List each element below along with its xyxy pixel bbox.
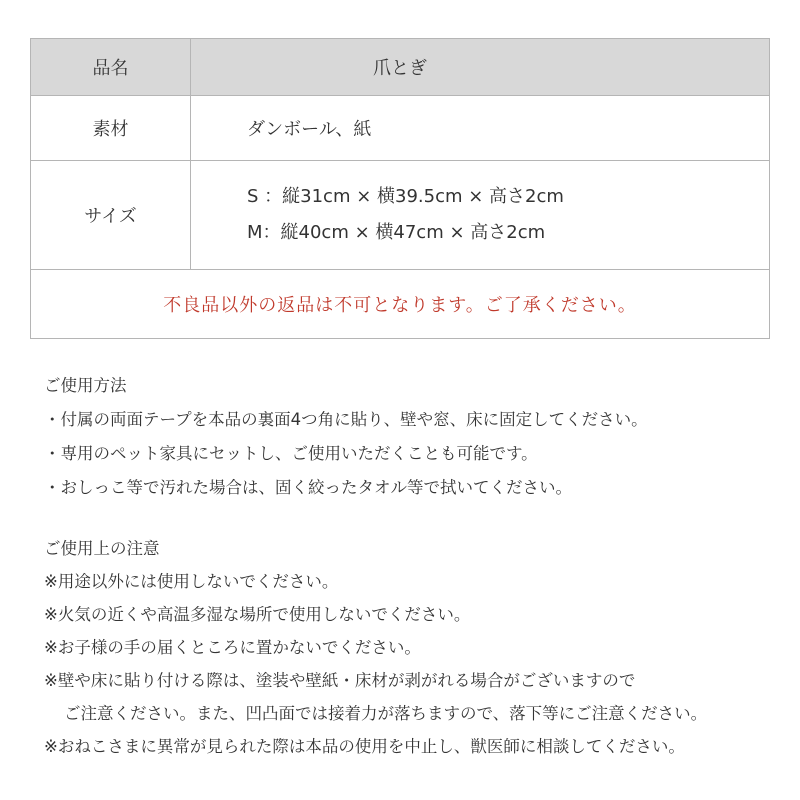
size-s-value: S ：縦31cm × 横39.5cm × 高さ2cm [247, 186, 564, 207]
caution-item: ※用途以外には使用しないでください。 [44, 572, 339, 591]
caution-item-continued: ご注意ください。また、凹凸面では接着力が落ちますので、落下等にご注意ください。 [64, 704, 708, 723]
caution-item: ※おねこさまに異常が見られた際は本品の使用を中止し、獣医師に相談してください。 [44, 737, 685, 756]
caution-item: ※火気の近くや高温多湿な場所で使用しないでください。 [44, 605, 471, 624]
usage-item: ・おしっこ等で汚れた場合は、固く絞ったタオル等で拭いてください。 [44, 478, 572, 497]
spec-row-material [31, 96, 770, 161]
spec-row-name [31, 39, 770, 96]
caution-heading: ご使用上の注意 [44, 539, 160, 558]
usage-section [44, 369, 648, 505]
caution-section [44, 532, 707, 763]
size-value [191, 161, 770, 270]
spec-row-notice [31, 270, 770, 339]
name-value: 爪とぎ [191, 39, 770, 96]
name-label: 品名 [31, 39, 191, 96]
size-label: サイズ [31, 161, 191, 270]
usage-item: ・付属の両面テープを本品の裏面4つ角に貼り、壁や窓、床に固定してください。 [44, 410, 648, 429]
caution-item: ※お子様の手の届くところに置かないでください。 [44, 638, 421, 657]
material-value: ダンボール、紙 [191, 96, 770, 161]
caution-item: ※壁や床に貼り付ける際は、塗装や壁紙・床材が剥がれる場合がございますので [44, 671, 636, 690]
product-spec-table [30, 38, 770, 339]
size-m-value: M：縦40cm × 横47cm × 高さ2cm [247, 222, 546, 243]
return-notice: 不良品以外の返品は不可となります。ご了承ください。 [31, 270, 770, 339]
usage-item: ・専用のペット家具にセットし、ご使用いただくことも可能です。 [44, 444, 538, 463]
usage-heading: ご使用方法 [44, 376, 127, 395]
spec-row-size [31, 161, 770, 270]
material-label: 素材 [31, 96, 191, 161]
